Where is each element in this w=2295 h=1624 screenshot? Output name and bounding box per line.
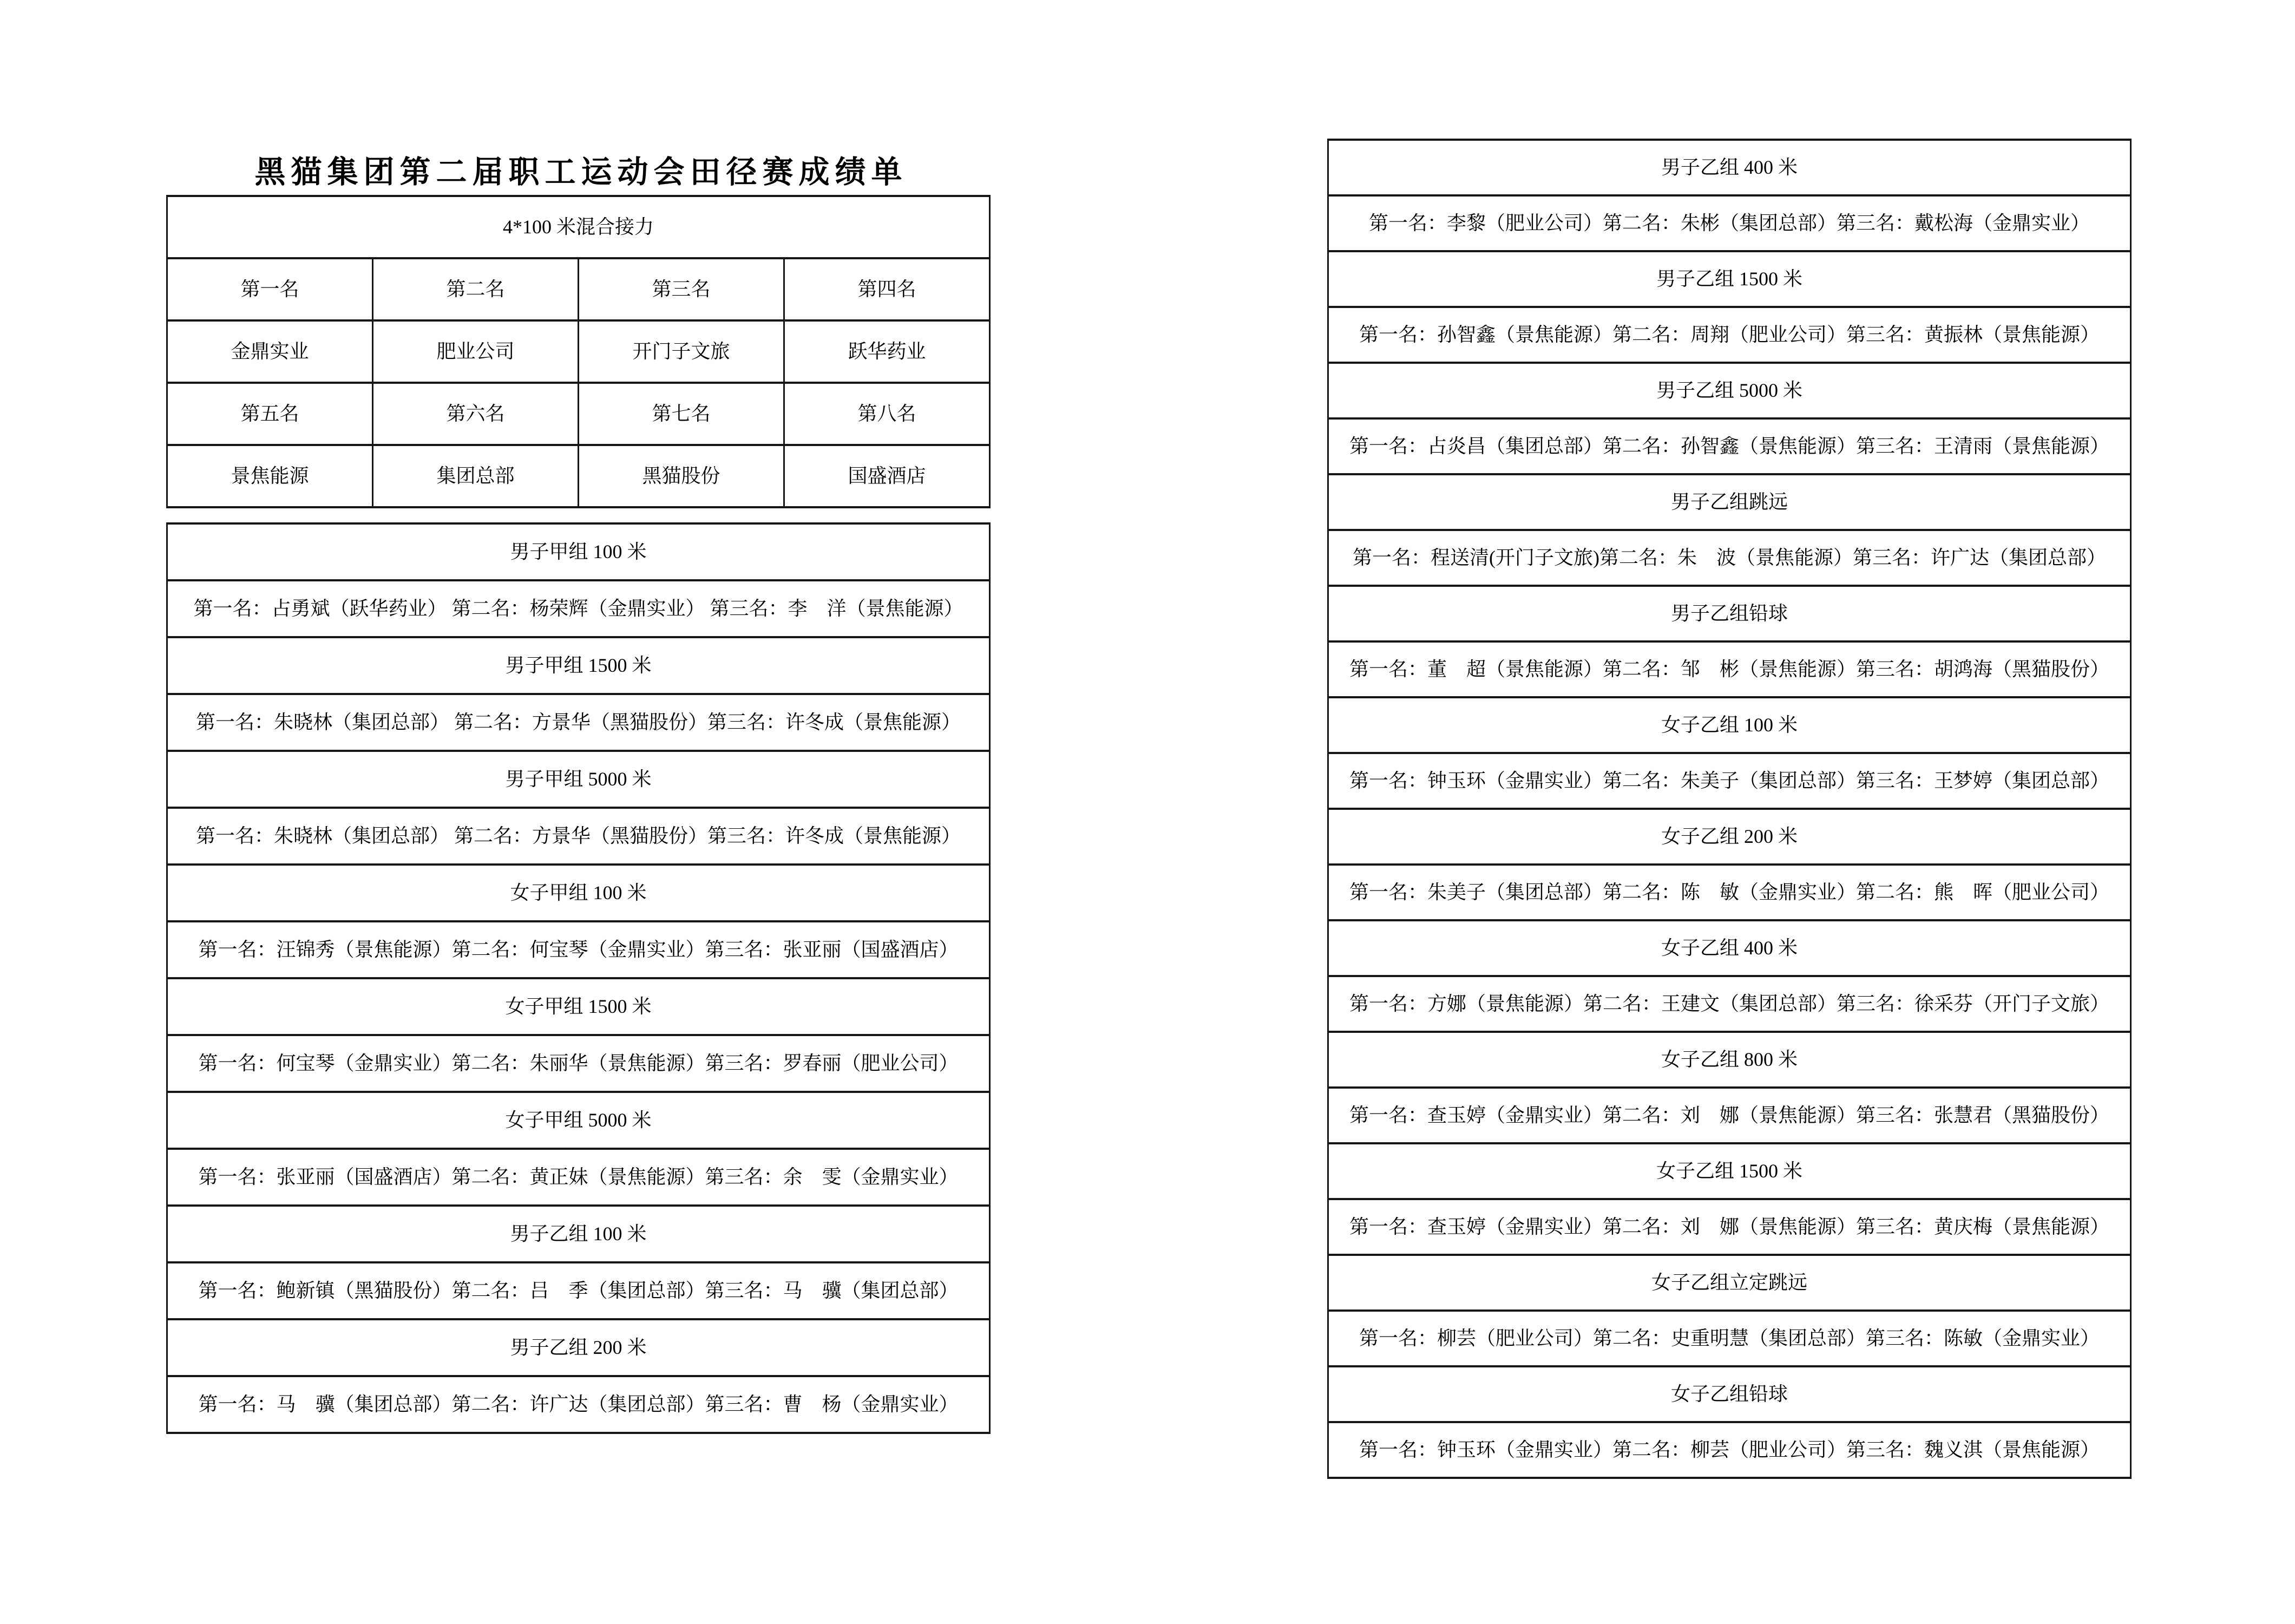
page-title: 黑猫集团第二届职工运动会田径赛成绩单: [254, 155, 908, 189]
event-name-row: [1328, 586, 2131, 641]
event-name-cell: 男子甲组 100 米: [167, 523, 990, 580]
event-name-cell: 女子乙组 200 米: [1328, 809, 2131, 865]
result-cell: 第一名：朱晓林（集团总部） 第二名：方景华（黑猫股份）第三名：许冬成（景焦能源）: [167, 808, 990, 865]
event-name-cell: 男子甲组 1500 米: [167, 637, 990, 694]
result-cell: 第一名：占炎昌（集团总部）第二名：孙智鑫（景焦能源）第三名：王清雨（景焦能源）: [1328, 418, 2131, 474]
result-row: [1328, 753, 2131, 809]
result-cell: 第一名：钟玉环（金鼎实业）第二名：柳芸（肥业公司）第三名：魏义淇（景焦能源）: [1328, 1422, 2131, 1478]
result-row: [1328, 307, 2131, 363]
event-name-cell: 女子乙组 1500 米: [1328, 1143, 2131, 1199]
relay-rank-row: [167, 383, 990, 445]
event-name-row: [1328, 251, 2131, 307]
event-name-cell: 男子乙组 400 米: [1328, 140, 2131, 195]
result-row: [167, 1149, 990, 1206]
event-name-cell: 女子乙组 800 米: [1328, 1032, 2131, 1088]
result-row: [1328, 865, 2131, 920]
event-name-row: [167, 978, 990, 1035]
result-cell: 第一名：鲍新镇（黑猫股份）第二名：吕 季（集团总部）第三名：马 骥（集团总部）: [167, 1262, 990, 1319]
result-cell: 第一名：汪锦秀（景焦能源）第二名：何宝琴（金鼎实业）第三名：张亚丽（国盛酒店）: [167, 921, 990, 978]
relay-rank-cell: 第二名: [373, 258, 579, 320]
event-name-cell: 男子甲组 5000 米: [167, 751, 990, 808]
event-name-row: [167, 751, 990, 808]
relay-team-cell: 开门子文旅: [579, 320, 784, 383]
result-row: [167, 1035, 990, 1092]
result-cell: 第一名：查玉婷（金鼎实业）第二名：刘 娜（景焦能源）第三名：张慧君（黑猫股份）: [1328, 1088, 2131, 1143]
event-name-row: [167, 637, 990, 694]
event-name-row: [1328, 474, 2131, 530]
result-cell: 第一名：李黎（肥业公司）第二名：朱彬（集团总部）第三名：戴松海（金鼎实业）: [1328, 195, 2131, 251]
relay-event-row: [167, 196, 990, 258]
relay-team-cell: 跃华药业: [784, 320, 990, 383]
event-name-row: [1328, 920, 2131, 976]
relay-rank-cell: 第四名: [784, 258, 990, 320]
event-name-row: [167, 523, 990, 580]
result-cell: 第一名：马 骥（集团总部）第二名：许广达（集团总部）第三名：曹 杨（金鼎实业）: [167, 1376, 990, 1433]
relay-team-cell: 国盛酒店: [784, 445, 990, 507]
result-cell: 第一名：方娜（景焦能源）第二名：王建文（集团总部）第三名：徐采芬（开门子文旅）: [1328, 976, 2131, 1032]
result-row: [1328, 195, 2131, 251]
event-name-cell: 女子甲组 1500 米: [167, 978, 990, 1035]
relay-event-cell: 4*100 米混合接力: [167, 196, 990, 258]
event-name-cell: 男子乙组 5000 米: [1328, 363, 2131, 418]
event-name-cell: 男子乙组 100 米: [167, 1206, 990, 1262]
result-row: [167, 580, 990, 637]
result-row: [167, 808, 990, 865]
result-row: [1328, 418, 2131, 474]
result-row: [1328, 641, 2131, 697]
event-name-row: [1328, 140, 2131, 195]
relay-team-cell: 金鼎实业: [167, 320, 373, 383]
event-name-cell: 女子乙组立定跳远: [1328, 1255, 2131, 1311]
event-name-row: [1328, 697, 2131, 753]
result-row: [167, 921, 990, 978]
relay-rank-row: [167, 258, 990, 320]
relay-rank-cell: 第五名: [167, 383, 373, 445]
result-cell: 第一名：占勇斌（跃华药业） 第二名：杨荣辉（金鼎实业） 第三名：李 洋（景焦能源）: [167, 580, 990, 637]
event-name-cell: 男子乙组跳远: [1328, 474, 2131, 530]
relay-team-cell: 肥业公司: [373, 320, 579, 383]
event-name-cell: 男子乙组铅球: [1328, 586, 2131, 641]
result-row: [1328, 976, 2131, 1032]
result-cell: 第一名：程送清(开门子文旅)第二名：朱 波（景焦能源）第三名：许广达（集团总部）: [1328, 530, 2131, 586]
relay-team-cell: 黑猫股份: [579, 445, 784, 507]
event-name-cell: 女子乙组 100 米: [1328, 697, 2131, 753]
event-name-cell: 男子乙组 1500 米: [1328, 251, 2131, 307]
result-cell: 第一名：朱美子（集团总部）第二名：陈 敏（金鼎实业）第二名：熊 晖（肥业公司）: [1328, 865, 2131, 920]
event-name-row: [167, 865, 990, 921]
result-cell: 第一名：查玉婷（金鼎实业）第二名：刘 娜（景焦能源）第三名：黄庆梅（景焦能源）: [1328, 1199, 2131, 1255]
relay-results-table: [166, 195, 991, 508]
relay-team-cell: 集团总部: [373, 445, 579, 507]
event-name-cell: 男子乙组 200 米: [167, 1319, 990, 1376]
result-cell: 第一名：钟玉环（金鼎实业）第二名：朱美子（集团总部）第三名：王梦婷（集团总部）: [1328, 753, 2131, 809]
result-cell: 第一名：张亚丽（国盛酒店）第二名：黄正妹（景焦能源）第三名：余 雯（金鼎实业）: [167, 1149, 990, 1206]
result-cell: 第一名：何宝琴（金鼎实业）第二名：朱丽华（景焦能源）第三名：罗春丽（肥业公司）: [167, 1035, 990, 1092]
relay-team-row: [167, 445, 990, 507]
event-name-row: [1328, 809, 2131, 865]
event-name-cell: 女子乙组 400 米: [1328, 920, 2131, 976]
event-name-row: [1328, 1143, 2131, 1199]
result-row: [1328, 1199, 2131, 1255]
result-row: [1328, 1088, 2131, 1143]
result-cell: 第一名：朱晓林（集团总部） 第二名：方景华（黑猫股份）第三名：许冬成（景焦能源）: [167, 694, 990, 751]
result-cell: 第一名：孙智鑫（景焦能源）第二名：周翔（肥业公司）第三名：黄振林（景焦能源）: [1328, 307, 2131, 363]
relay-team-row: [167, 320, 990, 383]
relay-rank-cell: 第一名: [167, 258, 373, 320]
right-events-table: [1327, 139, 2132, 1479]
event-name-row: [167, 1319, 990, 1376]
result-cell: 第一名：柳芸（肥业公司）第二名：史重明慧（集团总部）第三名：陈敏（金鼎实业）: [1328, 1311, 2131, 1366]
event-name-row: [1328, 363, 2131, 418]
event-name-row: [1328, 1366, 2131, 1422]
result-row: [167, 694, 990, 751]
result-cell: 第一名：董 超（景焦能源）第二名：邹 彬（景焦能源）第三名：胡鸿海（黑猫股份）: [1328, 641, 2131, 697]
relay-rank-cell: 第六名: [373, 383, 579, 445]
event-name-cell: 女子乙组铅球: [1328, 1366, 2131, 1422]
relay-rank-cell: 第八名: [784, 383, 990, 445]
event-name-row: [167, 1092, 990, 1149]
event-name-row: [1328, 1032, 2131, 1088]
result-row: [167, 1376, 990, 1433]
event-name-cell: 女子甲组 100 米: [167, 865, 990, 921]
relay-rank-cell: 第七名: [579, 383, 784, 445]
result-row: [1328, 1311, 2131, 1366]
relay-rank-cell: 第三名: [579, 258, 784, 320]
result-row: [167, 1262, 990, 1319]
result-row: [1328, 530, 2131, 586]
left-events-table: [166, 522, 991, 1434]
relay-team-cell: 景焦能源: [167, 445, 373, 507]
result-row: [1328, 1422, 2131, 1478]
event-name-row: [167, 1206, 990, 1262]
event-name-cell: 女子甲组 5000 米: [167, 1092, 990, 1149]
event-name-row: [1328, 1255, 2131, 1311]
